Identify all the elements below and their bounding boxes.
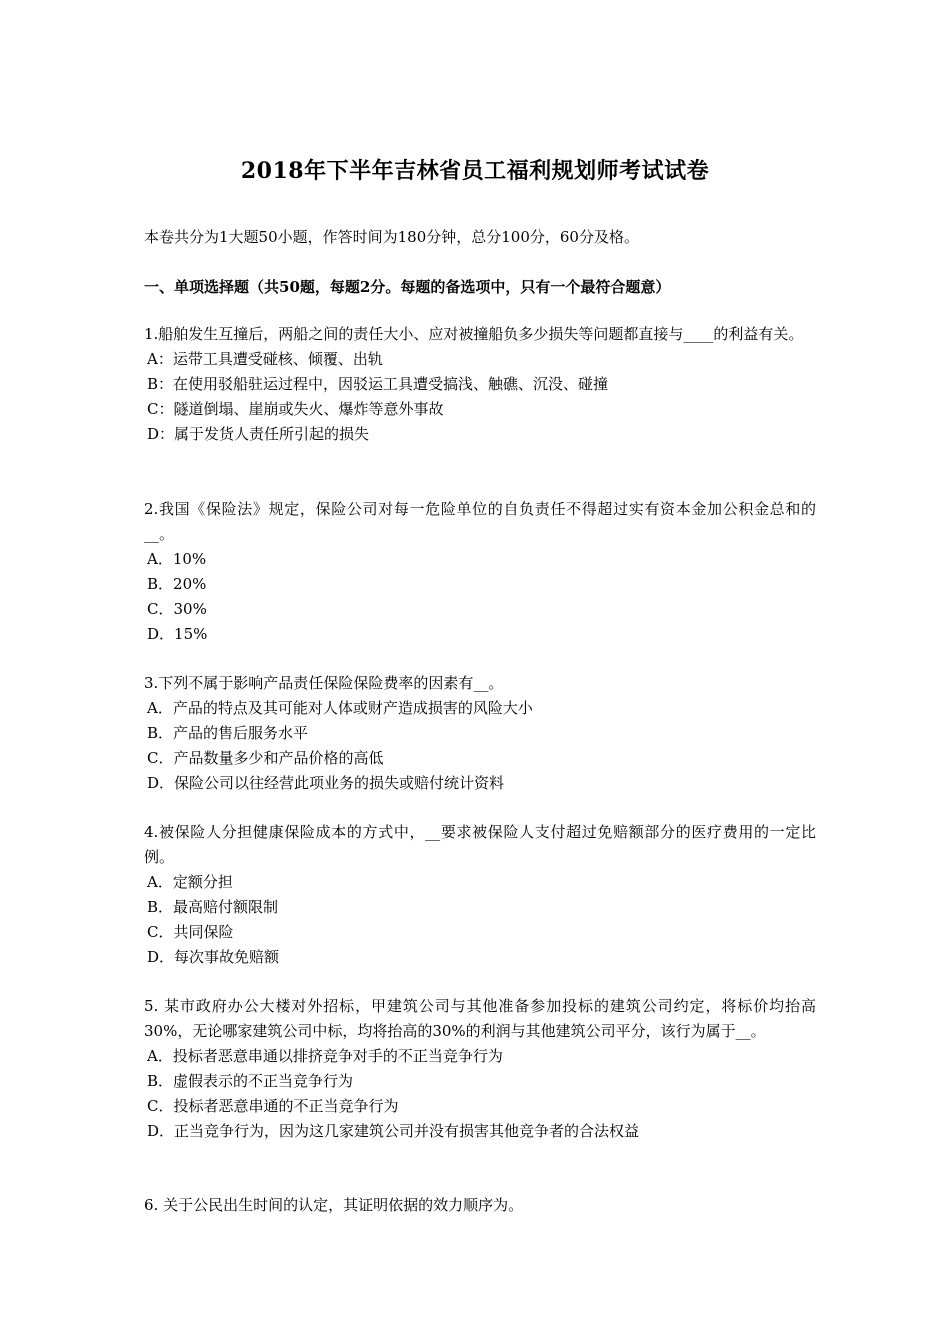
option-a: A．投标者恶意串通以排挤竞争对手的不正当竞争行为 <box>147 1047 503 1065</box>
option-a: A．定额分担 <box>147 873 233 891</box>
option-b: B．产品的售后服务水平 <box>147 724 309 742</box>
option-c: C．产品数量多少和产品价格的高低 <box>147 749 384 767</box>
option-d: D．正当竞争行为，因为这几家建筑公司并没有损害其他竞争者的合法权益 <box>147 1122 640 1140</box>
option-c: C：隧道倒塌、崖崩或失火、爆炸等意外事故 <box>147 400 444 418</box>
option-b: B．最高赔付额限制 <box>147 898 279 916</box>
question-stem: 2.我国《保险法》规定，保险公司对每一危险单位的自负责任不得超过实有资本金加公积金总和的__。 <box>144 500 816 543</box>
option-d: D．15% <box>147 625 208 643</box>
option-a: A．10% <box>147 550 207 568</box>
question-1 <box>144 322 816 447</box>
question-4 <box>144 820 816 970</box>
option-b: B：在使用驳船驻运过程中，因驳运工具遭受搞浅、触礁、沉没、碰撞 <box>147 375 609 393</box>
option-c: C．共同保险 <box>147 923 234 941</box>
option-a: A．产品的特点及其可能对人体或财产造成损害的风险大小 <box>147 699 533 717</box>
question-stem: 6. 关于公民出生时间的认定，其证明依据的效力顺序为。 <box>144 1196 524 1214</box>
document-title: 2018年下半年吉林省员工福利规划师考试试卷 <box>240 158 710 184</box>
question-5 <box>144 994 816 1144</box>
option-d: D．保险公司以往经营此项业务的损失或赔付统计资料 <box>147 774 505 792</box>
option-b: B．虚假表示的不正当竞争行为 <box>147 1072 354 1090</box>
option-d: D．每次事故免赔额 <box>147 948 280 966</box>
question-3 <box>144 671 816 796</box>
question-stem: 1.船舶发生互撞后，两船之间的责任大小、应对被撞船负多少损失等问题都直接与____的利益有关。 <box>144 325 804 343</box>
question-stem: 4.被保险人分担健康保险成本的方式中，__要求被保险人支付超过免赔额部分的医疗费用的一定比例。 <box>144 823 816 866</box>
question-stem: 5. 某市政府办公大楼对外招标，甲建筑公司与其他准备参加投标的建筑公司约定，将标价均抬高30%，无论哪家建筑公司中标，均将抬高的30%的利润与其他建筑公司平分，该行为属于__。 <box>144 997 816 1040</box>
exam-intro: 本卷共分为1大题50小题，作答时间为180分钟，总分100分，60分及格。 <box>144 228 639 246</box>
question-6 <box>144 1193 816 1218</box>
option-b: B．20% <box>147 575 207 593</box>
option-d: D：属于发货人责任所引起的损失 <box>147 425 370 443</box>
question-stem: 3.下列不属于影响产品责任保险保险费率的因素有__。 <box>144 674 504 692</box>
section-heading: 一、单项选择题（共50题，每题2分。每题的备选项中，只有一个最符合题意） <box>144 278 671 296</box>
question-2 <box>144 497 816 647</box>
option-c: C．30% <box>147 600 207 618</box>
option-a: A：运带工具遭受碰核、倾覆、出轨 <box>147 350 383 368</box>
option-c: C．投标者恶意串通的不正当竞争行为 <box>147 1097 399 1115</box>
